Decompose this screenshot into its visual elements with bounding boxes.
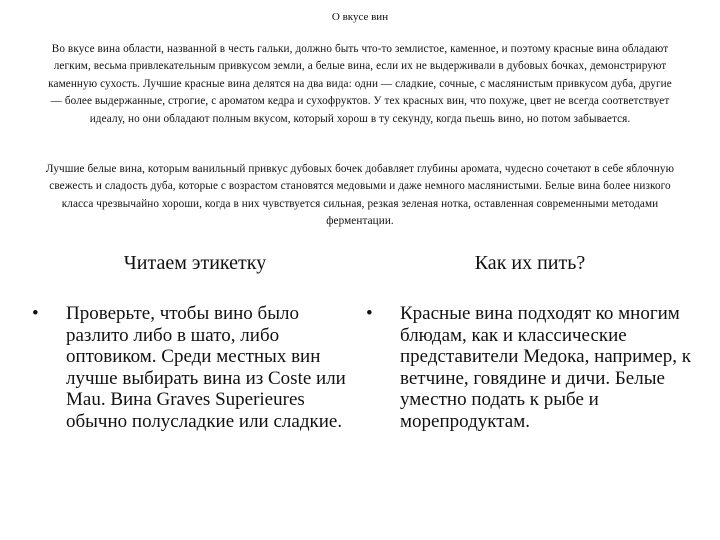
right-bullet-text: Красные вина подходят ко многим блюдам, как и классические представители Медока, например, к ветчине, говядине и дичи. Белые уместно подать к рыбе и морепродуктам. — [400, 303, 691, 432]
page-title: О вкусе вин — [331, 11, 389, 23]
left-bullet-text: Проверьте, чтобы вино было разлито либо в шато, либо оптовиком. Среди местных вин лучше выбирать вина из Coste или Mau. Вина Graves Superieures обычно полусладкие или сладкие. — [66, 303, 346, 432]
right-column-heading: Как их пить? — [474, 252, 586, 274]
list-item — [30, 303, 360, 433]
bullet-icon: • — [366, 303, 373, 324]
paragraph-red-wines: Во вкусе вина области, названной в честь гальки, должно быть что-то землистое, каменное, и поэтому красные вина обладают легким, весьма привлекательным привкусом земли, а белые вина, если их не выдерживали в дубовых бочках, демонстрируют каменную сухость. Лучшие красные вина делятся на два вида: одни — сладкие, сочные, с маслянистым привкусом дуба, другие — более выдержанные, строгие, с ароматом кедра и сухофруктов. У тех красных вин, что похуже, цвет не всегда соответствует идеалу, но они обладают полным вкусом, который хорош в ту секунду, когда пьешь вино, но потом забывается. — [48, 43, 672, 125]
paragraph-white-wines: Лучшие белые вина, которым ванильный привкус дубовых бочек добавляет глубины аромата, чудесно сочетают в себе яблочную свежесть и сладость дуба, которые с возрастом становятся медовыми и даже немного маслянистыми. Белые вина более низкого класса чрезвычайно хороши, когда в них чувствуется сильная, резкая зеленая нотка, оставленная современными методами ферментации. — [45, 163, 675, 228]
left-column-bullets — [30, 303, 360, 433]
left-column-heading: Читаем этикетку — [123, 252, 267, 274]
bullet-icon: • — [32, 303, 39, 324]
right-column-bullets — [364, 303, 694, 433]
list-item — [364, 303, 694, 433]
